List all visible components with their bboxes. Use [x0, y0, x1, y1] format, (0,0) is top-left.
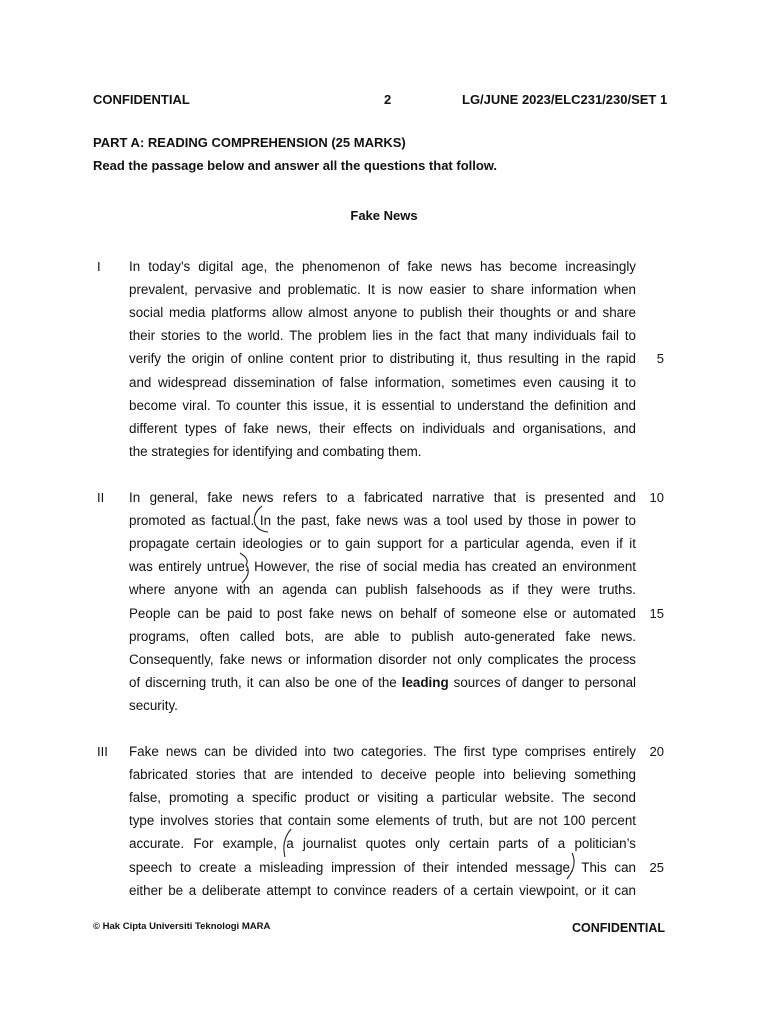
footer-copyright: © Hak Cipta Universiti Teknologi MARA	[93, 921, 271, 932]
paragraph-line: their stories to the world. The problem lies in the fact that many individuals fail to	[129, 328, 636, 344]
line-text: of discerning truth, it can also be one of the	[129, 674, 402, 690]
paragraph-numeral: I	[97, 259, 101, 274]
section-instruction: Read the passage below and answer all the questions that follow.	[93, 158, 498, 173]
passage-title: Fake News	[350, 208, 418, 223]
paragraph-line: Consequently, fake news or information disorder not only complicates the process	[129, 651, 636, 667]
line-number: 15	[649, 605, 664, 621]
paragraph-line	[129, 671, 636, 694]
paragraph-line: Fake news can be divided into two categories. The first type comprises entirely	[129, 744, 636, 759]
paragraph-line: either be a deliberate attempt to convince readers of a certain viewpoint, or it can	[129, 882, 636, 898]
section-title: PART A: READING COMPREHENSION (25 MARKS)	[93, 135, 406, 150]
line-number: 25	[649, 859, 664, 875]
paragraph-line: programs, often called bots, are able to publish auto-generated fake news.	[129, 628, 636, 644]
paragraph-line: security.	[129, 697, 178, 713]
line-number: 20	[649, 744, 664, 759]
bold-word-leading: leading	[401, 674, 449, 690]
paragraph-line: type involves stories that contain some elements of truth, but are not 100 percent	[129, 813, 636, 829]
paragraph-line: false, promoting a specific product or visiting a particular website. The second	[129, 790, 636, 806]
paragraph-numeral: II	[97, 490, 105, 505]
line-number: 10	[649, 490, 664, 505]
paragraph-line: become viral. To counter this issue, it is essential to understand the definition and	[129, 397, 636, 413]
paragraph-line: People can be paid to post fake news on behalf of someone else or automated	[129, 605, 636, 621]
paragraph-line: was entirely untrue. However, the rise of social media has created an environment	[129, 559, 636, 575]
paragraph-line: prevalent, pervasive and problematic. It is now easier to share information when	[129, 282, 636, 298]
paragraph-line: speech to create a misleading impression of their intended message. This can	[129, 859, 636, 875]
line-text: sources of danger to personal	[448, 674, 636, 690]
paragraph-line: where anyone with an agenda can publish falsehoods as if they were truths.	[129, 582, 636, 598]
paragraph-line: promoted as factual. In the past, fake news was a tool used by those in power to	[129, 513, 636, 529]
paragraph-line: fabricated stories that are intended to deceive people into believing something	[129, 767, 636, 783]
line-number: 5	[656, 351, 664, 367]
paragraph-line: In general, fake news refers to a fabricated narrative that is presented and	[129, 490, 636, 505]
paper-code: LG/JUNE 2023/ELC231/230/SET 1	[462, 92, 668, 107]
paragraph-line: the strategies for identifying and combating them.	[129, 443, 422, 459]
paragraph-numeral: III	[97, 744, 108, 759]
paragraph-line: social media platforms allow almost anyone to publish their thoughts or and share	[129, 305, 636, 321]
paragraph-line: propagate certain ideologies or to gain support for a particular agenda, even if it	[129, 536, 636, 552]
paragraph-line: verify the origin of online content prior to distributing it, thus resulting in the rapid	[129, 351, 636, 367]
paragraph-line: different types of fake news, their effects on individuals and organisations, and	[129, 420, 636, 436]
paragraph-line: accurate. For example, a journalist quotes only certain parts of a politician’s	[129, 836, 636, 852]
paragraph-line: In today's digital age, the phenomenon of fake news has become increasingly	[129, 259, 636, 274]
paragraph-line: and widespread dissemination of false information, sometimes even causing it to	[129, 374, 636, 390]
footer-confidential: CONFIDENTIAL	[572, 921, 666, 935]
header-confidential: CONFIDENTIAL	[93, 92, 190, 107]
page-number: 2	[384, 92, 392, 107]
